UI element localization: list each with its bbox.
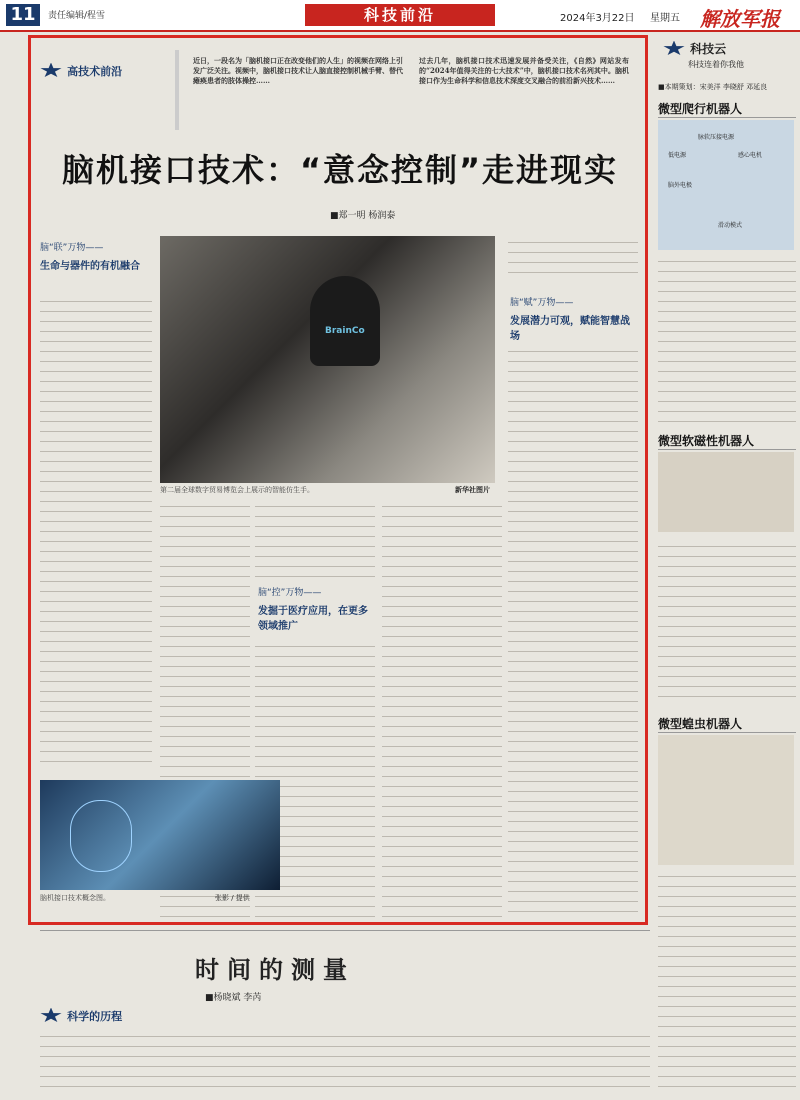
photo2-credit: 张影 / 提供 — [215, 894, 250, 902]
page-header — [0, 0, 800, 32]
brain-outline-icon — [70, 800, 132, 872]
weekday: 星期五 — [650, 13, 680, 24]
photo-person-silhouette — [310, 276, 380, 366]
section-banner: 科技前沿 — [305, 4, 495, 26]
photo1-caption: 第二届全球数字贸易博览会上展示的智能仿生手。 — [160, 486, 314, 494]
column-5-top-body — [508, 236, 638, 276]
issue-date: 2024年3月22日 — [560, 13, 635, 24]
sidebar — [658, 38, 796, 92]
bottom-article-title: 时间的测量 — [195, 956, 355, 984]
sidebar-subtitle: 科技连着你我他 — [688, 60, 744, 69]
lead-quote — [175, 50, 639, 130]
bottom-byline: ■杨晓斌 李芮 — [205, 993, 262, 1003]
lead-text-right: 过去几年，脑机接口技术迅速发展并备受关注，《自然》网站发布的“2024年值得关注的七大技术”中，脑机接口技术名列其中。脑机接口作为生命科学和信息技术深度交叉融合的前沿新兴技术…… — [419, 56, 629, 85]
article-headline: 脑机接口技术：“意念控制”走进现实 — [61, 151, 619, 189]
sidebar-photo-soft-robot — [658, 452, 794, 532]
sidebar-text-2 — [658, 540, 796, 705]
divider — [40, 930, 650, 931]
article-photo-bci-concept — [40, 780, 280, 890]
photo1-credit: 新华社图片 — [455, 486, 490, 494]
article-photo-bionic-hand — [160, 236, 495, 483]
star-logo-icon — [40, 1008, 62, 1024]
column-tag: 高技术前沿 — [40, 60, 122, 79]
sidebar-photo-locust-robot — [658, 735, 794, 865]
section-1-heading: 脑“联”万物—— 生命与器件的有机融合 — [40, 243, 140, 272]
column-3-top-body — [255, 500, 375, 580]
sidebar-editors: ■本期策划：宋美洋 李晓舒 邓延良 — [658, 83, 768, 91]
sidebar-header: 科技云 — [658, 38, 796, 57]
section-1-body — [40, 295, 152, 765]
page-number: 11 — [6, 4, 40, 26]
sidebar-item-title: 微型蝗虫机器人 — [658, 715, 796, 733]
star-logo-icon — [40, 63, 62, 79]
column-4-body — [382, 500, 502, 920]
sidebar-text-3 — [658, 870, 796, 1095]
masthead-logo: 解放军报 — [700, 7, 780, 31]
byline: ■郑一明 杨润泰 — [330, 211, 396, 221]
lead-text-left: 近日，一段名为「脑机接口正在改变他们的人生」的视频在网络上引发广泛关注。视频中，脑机接口技术让人脑直接控制机械手臂、替代瘫痪患者的肢体操控…… — [193, 56, 403, 85]
star-logo-icon — [663, 41, 685, 57]
sidebar-text-1 — [658, 255, 796, 425]
sidebar-diagram: 脉软压接电源 低电源 感心电机 脑外电极 滑动模式 — [658, 120, 794, 250]
bottom-column-tag: 科学的历程 — [40, 1005, 122, 1024]
sidebar-item-title: 微型爬行机器人 — [658, 100, 796, 118]
section-2-heading: 脑“控”万物—— 发掘于医疗应用，在更多领域推广 — [258, 588, 368, 632]
sidebar-item-title: 微型软磁性机器人 — [658, 432, 796, 450]
section-3-body — [508, 345, 638, 920]
brainco-logo-icon: BrainCo — [325, 326, 365, 336]
editor-credit: 责任编辑/程雪 — [48, 11, 106, 21]
photo2-caption: 脑机接口技术概念图。 — [40, 894, 110, 902]
section-3-heading: 脑“赋”万物—— 发展潜力可观，赋能智慧战场 — [510, 298, 630, 342]
bottom-article-body — [40, 1030, 650, 1095]
